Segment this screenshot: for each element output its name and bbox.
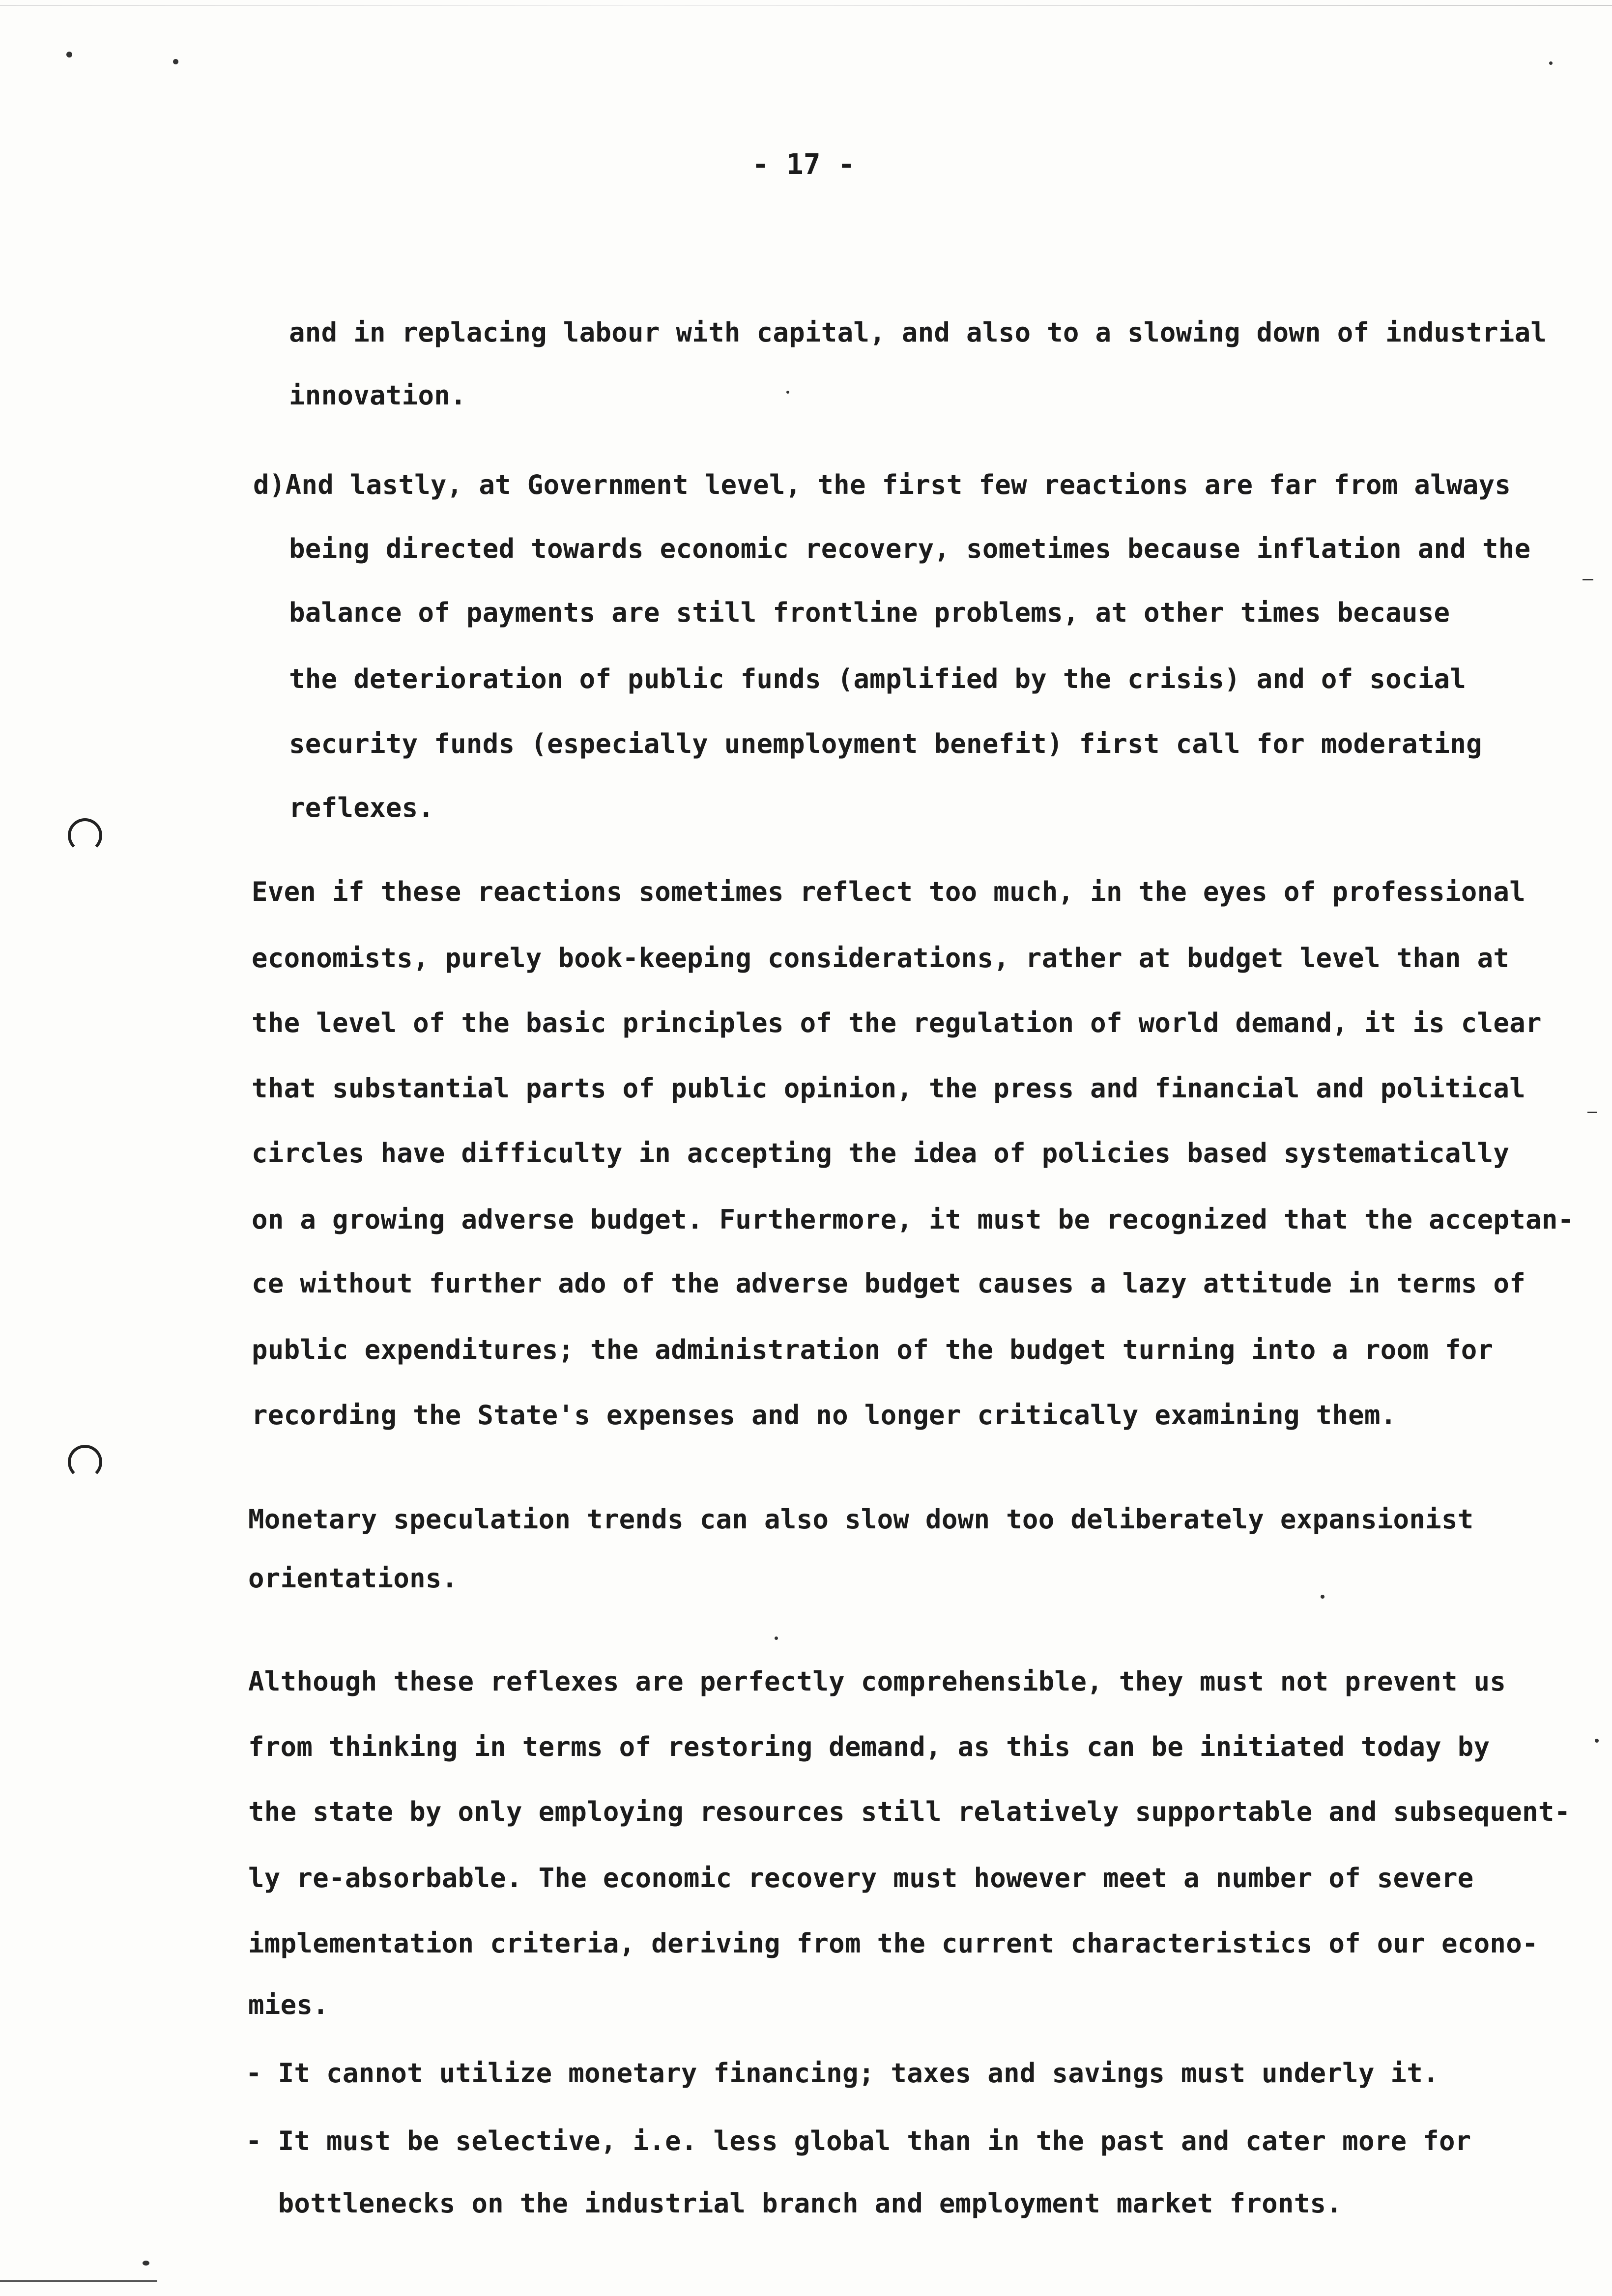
text-line: reflexes. [289, 792, 434, 823]
bullet-item: - It cannot utilize monetary financing; taxes and savings must underly it. [246, 2058, 1439, 2089]
bullet-item: - It must be selective, i.e. less global than in the past and cater more for [246, 2125, 1471, 2156]
text-line: mies. [248, 1989, 329, 2020]
text-line: the deterioration of public funds (amplified by the crisis) and of social [289, 663, 1467, 694]
speck [143, 2261, 149, 2266]
text-line: public expenditures; the administration of the budget turning into a room for [252, 1334, 1494, 1365]
punch-hole-icon [68, 1445, 102, 1479]
text-line: recording the State's expenses and no longer critically examining them. [252, 1400, 1397, 1431]
text-line: Although these reflexes are perfectly comprehensible, they must not prevent us [248, 1666, 1506, 1697]
page-number: - 17 - [752, 147, 855, 181]
text-line: and in replacing labour with capital, and also to a slowing down of industrial [289, 317, 1547, 348]
text-line: the level of the basic principles of the regulation of world demand, it is clear [252, 1007, 1542, 1038]
text-line: ly re-absorbable. The economic recovery must however meet a number of severe [248, 1863, 1474, 1894]
speck [786, 391, 789, 394]
speck [1549, 61, 1553, 65]
scan-edge-rule [0, 2280, 157, 2282]
text-line: that substantial parts of public opinion, the press and financial and political [252, 1073, 1526, 1104]
text-line: economists, purely book-keeping considerations, rather at budget level than at [252, 943, 1510, 974]
bullet-item: bottlenecks on the industrial branch and employment market fronts. [246, 2188, 1343, 2219]
scan-edge [0, 5, 1612, 6]
text-line: security funds (especially unemployment benefit) first call for moderating [289, 728, 1482, 759]
text-line: implementation criteria, deriving from the current characteristics of our econo- [248, 1928, 1538, 1959]
text-line: from thinking in terms of restoring demand, as this can be initiated today by [248, 1731, 1490, 1762]
speck [1321, 1595, 1324, 1599]
text-line: circles have difficulty in accepting the idea of policies based systematically [252, 1138, 1510, 1169]
speck [1595, 1739, 1599, 1743]
text-line: ce without further ado of the adverse budget causes a lazy attitude in terms of [252, 1268, 1526, 1299]
text-line: being directed towards economic recovery, sometimes because inflation and the [289, 533, 1531, 564]
text-line: Monetary speculation trends can also slow down too deliberately expansionist [248, 1504, 1474, 1535]
punch-hole-icon [68, 818, 102, 853]
text-line: balance of payments are still frontline problems, at other times because [289, 597, 1450, 628]
text-line: innovation. [289, 380, 466, 411]
text-line: orientations. [248, 1563, 458, 1594]
speck [173, 59, 178, 64]
text-line: Even if these reactions sometimes reflect too much, in the eyes of professional [252, 876, 1526, 907]
speck [1587, 1112, 1597, 1113]
speck [66, 52, 72, 57]
speck [775, 1636, 778, 1640]
speck [1583, 579, 1593, 580]
text-line: on a growing adverse budget. Furthermore, it must be recognized that the acceptan- [252, 1204, 1574, 1235]
text-line: the state by only employing resources still relatively supportable and subsequent- [248, 1796, 1571, 1827]
list-item-d: d)And lastly, at Government level, the first few reactions are far from always [253, 469, 1511, 500]
